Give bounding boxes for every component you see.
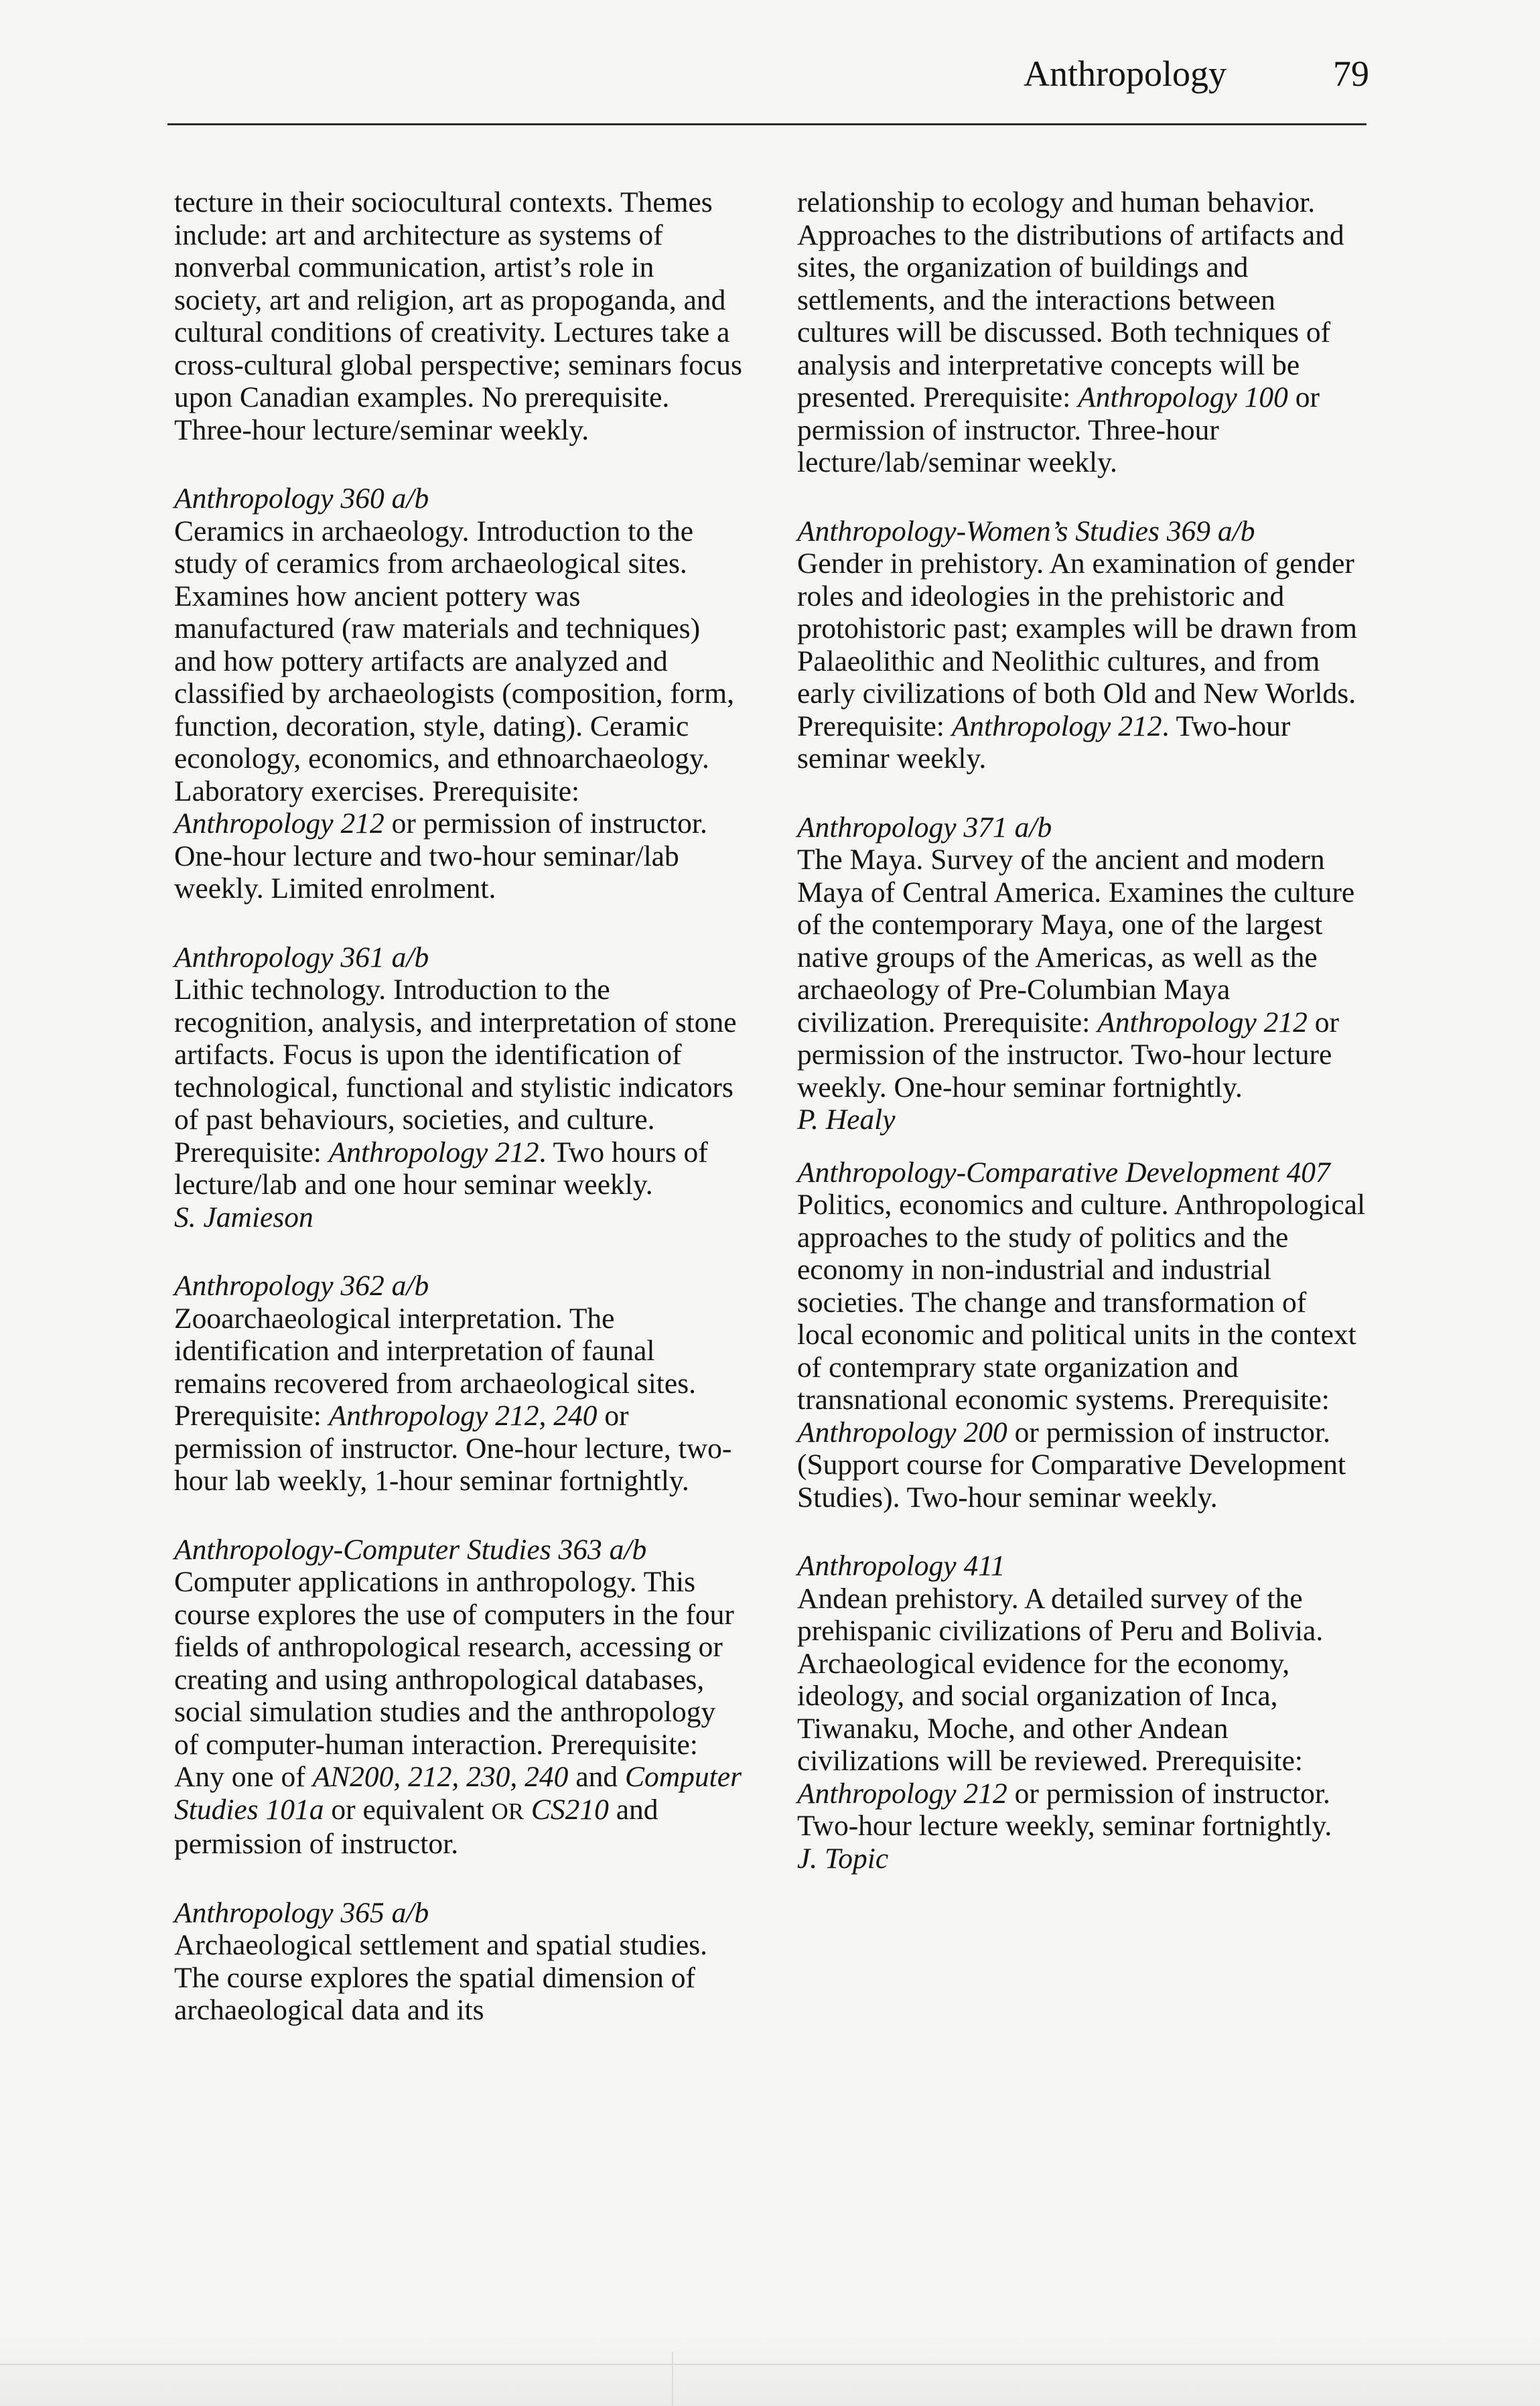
page-bottom-fold (672, 2352, 673, 2406)
course-entry-365 (174, 1897, 744, 2027)
course-entry-361 (174, 941, 744, 1234)
course-heading: Anthropology 360 a/b (174, 482, 429, 515)
course-heading: Anthropology 371 a/b (797, 811, 1052, 844)
left-column (174, 186, 744, 2063)
course-entry-360 (174, 482, 744, 905)
instructor-name: S. Jamieson (174, 1201, 313, 1233)
section-title: Anthropology (1024, 54, 1227, 94)
course-entry-371 (797, 811, 1367, 1136)
course-heading: Anthropology 365 a/b (174, 1896, 429, 1929)
course-description: tecture in their sociocultural contexts. Themes include: art and architecture as systems of nonverbal communication, artist’s role in society, art and religion, art as propoganda, and cultural conditions of creativity. Lectures take a cross-cultural global perspective; seminars focus upon Canadian examples. No prerequisite. Three-hour lecture/seminar weekly. (174, 186, 742, 446)
continuation-text (797, 186, 1367, 479)
course-entry-363 (174, 1534, 744, 1861)
course-description: Andean prehistory. A detailed survey of the prehispanic civilizations of Peru and Bolivia. Archaeological evidence for the economy, ideology, and social organization of Inca, Tiwanaku, Moche, and other Andean civilizations will be reviewed. Prerequisite: Anthropology 212 or permission of instructor. Two-hour lecture weekly, seminar fortnightly. J. Topic (797, 1583, 1367, 1875)
course-entry-369 (797, 515, 1367, 775)
course-heading: Anthropology 362 a/b (174, 1270, 429, 1302)
instructor-name: P. Healy (797, 1104, 896, 1136)
header-rule (167, 123, 1367, 125)
course-description: Computer applications in anthropology. This course explores the use of computers in the four fields of anthropological research, accessing or creating and using anthropological databases, social simulation studies and the anthropology of computer-human interaction. Prerequisite: Any one of AN200, 212, 230, 240 and Computer Studies 101a or equivalent OR CS210 and permission of instructor. (174, 1566, 742, 1860)
course-description: Lithic technology. Introduction to the recognition, analysis, and interpretation of stone artifacts. Focus is upon the identification of technological, functional and stylistic indicators of past behaviours, societies, and culture. Prerequisite: Anthropology 212. Two hours of lecture/lab and one hour seminar weekly. S. Jamieson (174, 974, 744, 1233)
course-heading: Anthropology-Women’s Studies 369 a/b (797, 515, 1255, 547)
course-heading: Anthropology 361 a/b (174, 941, 429, 974)
course-description: relationship to ecology and human behavior. Approaches to the distributions of artifacts and sites, the organization of buildings and settlements, and the interactions between cultures will be discussed. Both techniques of analysis and interpretative concepts will be presented. Prerequisite: Anthropology 100 or permission of instructor. Three-hour lecture/lab/seminar weekly. (797, 186, 1344, 478)
course-description: Zooarchaeological interpretation. The identification and interpretation of faunal remains recovered from archaeological sites. Prerequisite: Anthropology 212, 240 or permission of instructor. One-hour lecture, two-hour lab weekly, 1-hour seminar fortnightly. (174, 1302, 732, 1497)
course-description: Politics, economics and culture. Anthropological approaches to the study of politics and the economy in non-industrial and industrial societies. The change and transformation of local economic and political units in the context of contemprary state organization and transnational economic systems. Prerequisite: Anthropology 200 or permission of instructor. (Support course for Comparative Development Studies). Two-hour seminar weekly. (797, 1189, 1366, 1514)
right-column (797, 186, 1367, 1911)
instructor-name: J. Topic (797, 1842, 889, 1875)
page-bottom-shade (0, 2332, 1540, 2406)
course-description: Gender in prehistory. An examination of gender roles and ideologies in the prehistoric and protohistoric past; examples will be drawn from Palaeolithic and Neolithic cultures, and from early civilizations of both Old and New Worlds. Prerequisite: Anthropology 212. Two-hour seminar weekly. (797, 547, 1357, 775)
course-description: Ceramics in archaeology. Introduction to the study of ceramics from archaeological sites. Examines how ancient pottery was manufactured (raw materials and techniques) and how pottery artifacts are analyzed and classified by archaeologists (composition, form, function, decoration, style, dating). Ceramic econology, economics, and ethnoarchaeology. Laboratory exercises. Prerequisite: Anthropology 212 or permission of instructor. One-hour lecture and two-hour seminar/lab weekly. Limited enrolment. (174, 515, 734, 905)
course-entry-407 (797, 1156, 1367, 1514)
page-bottom-edge (0, 2364, 1540, 2365)
course-heading: Anthropology-Comparative Development 407 (797, 1156, 1330, 1189)
page-header (0, 47, 1540, 127)
page-number: 79 (1333, 54, 1369, 94)
continuation-text (174, 186, 744, 446)
course-entry-411 (797, 1550, 1367, 1875)
course-heading: Anthropology 411 (797, 1550, 1005, 1582)
course-description: Archaeological settlement and spatial studies. The course explores the spatial dimension of archaeological data and its (174, 1929, 708, 2026)
course-heading: Anthropology-Computer Studies 363 a/b (174, 1533, 647, 1566)
course-description: The Maya. Survey of the ancient and modern Maya of Central America. Examines the culture of the contemporary Maya, one of the largest native groups of the Americas, as well as the archaeology of Pre-Columbian Maya civilization. Prerequisite: Anthropology 212 or permission of the instructor. Two-hour lecture weekly. One-hour seminar fortnightly. P. Healy (797, 844, 1367, 1136)
course-entry-362 (174, 1270, 744, 1497)
